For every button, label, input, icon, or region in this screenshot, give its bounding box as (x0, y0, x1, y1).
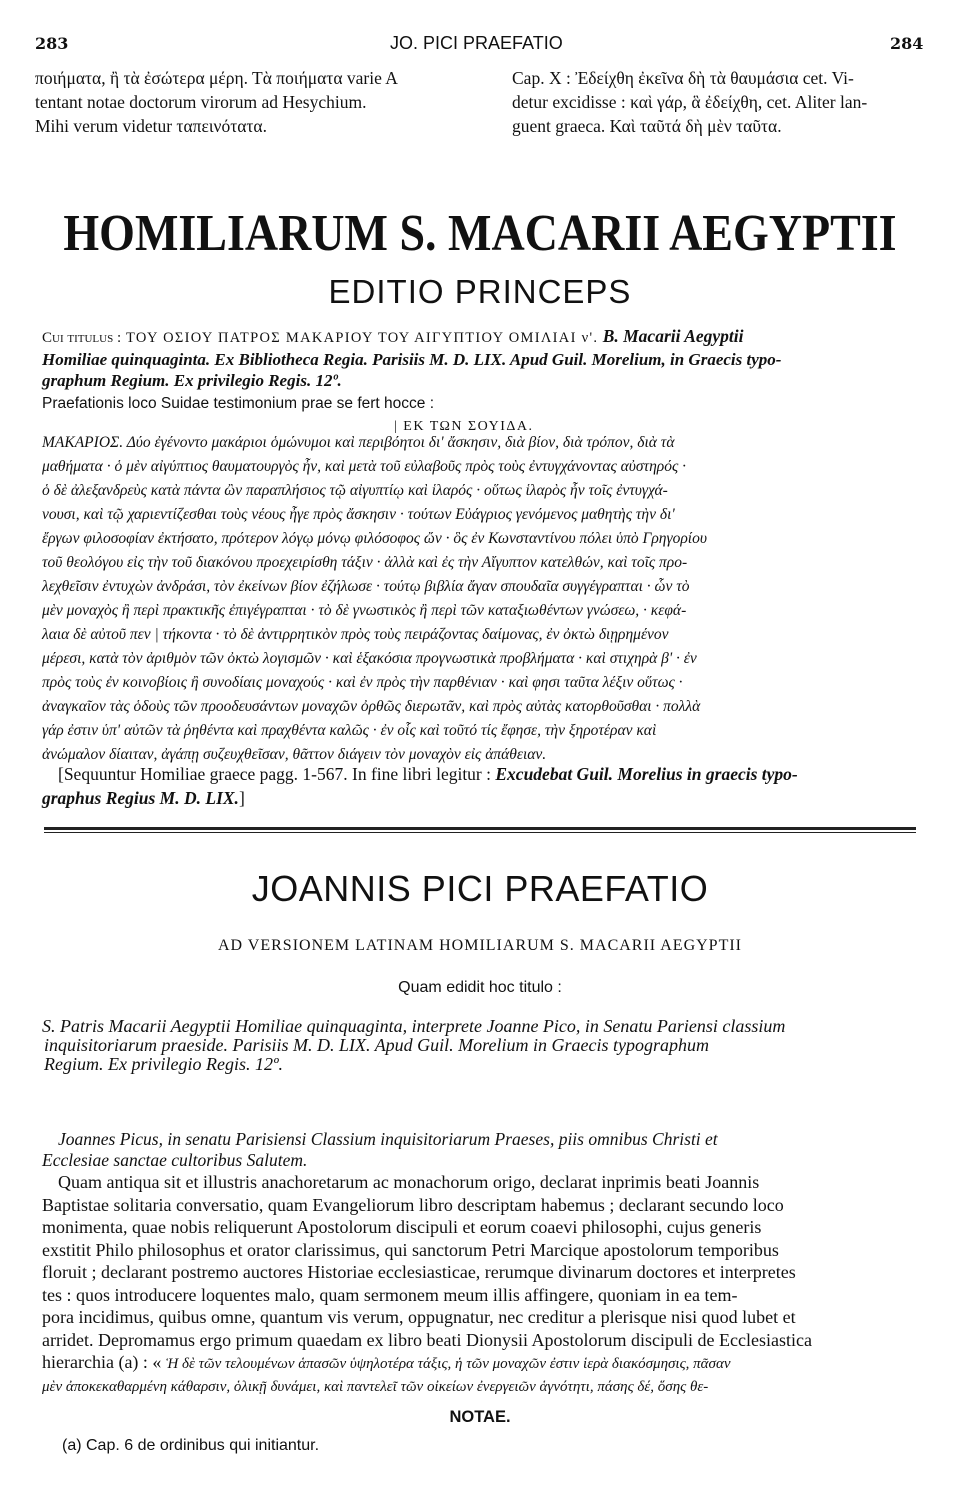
greek-line: μέρεσι, κατὰ τὸν ἀριθμὸν τῶν ὀκτὼ λογισμῶν · καὶ ἑξακόσια προγνωστικὰ προβλήματα · καὶ στιχηρὰ β' · ἐν (42, 650, 697, 667)
greek-line: ΜΑΚΑΡΙΟΣ. Δύο ἐγένοντο μακάριοι ὁμώνυμοι καὶ περιβόητοι δι' ἄσκησιν, διὰ βίον, διὰ τρόπον, διὰ τὰ (42, 434, 675, 451)
edition-title-line: inquisitoriarum praeside. Parisiis M. D. LIX. Apud Guil. Morelium in Graecis typographum (44, 1035, 709, 1055)
greek-line: λαια δὲ αὐτοῦ πεν | τήκοντα · τὸ δὲ ἀντιρρητικὸν πρὸς τοὺς πειράζοντας δαίμονας, ἐν ὀκτὼ διῃρημένον (42, 626, 669, 643)
cui-titulus-line2: Homiliae quinquaginta. Ex Bibliotheca Regia. Parisiis M. D. LIX. Apud Guil. Morelium, in Graecis typo- (42, 350, 782, 369)
editio-princeps-subtitle: EDITIO PRINCEPS (328, 273, 632, 310)
sequuntur-bracket: ] (238, 788, 245, 808)
hierarchia-greek: Ἡ δὲ τῶν τελουμένων ἁπασῶν ὑψηλοτέρα τάξις, ἡ τῶν μοναχῶν ἐστιν ἱερὰ διακόσμησις, πᾶσαν (165, 1356, 731, 1372)
sequuntur-note (42, 762, 932, 810)
top-right-line: guent graeca. Καὶ ταῦτά δὴ μὲν ταῦτα. (512, 116, 782, 136)
cui-titulus-line3: graphum Regium. Ex privilegio Regis. 12º. (42, 371, 342, 390)
greek-line: ἀναγκαῖον τὰς ὁδοὺς τῶν προοδευσάντων μοναχῶν ὀρθῶς διερωτᾶν, καὶ πρὸς αὐτὰς κατορθοῦσθαι · πολλὰ (42, 698, 701, 715)
suidas-greek-text (42, 431, 932, 767)
hierarchia-lead: hierarchia (a) : « (42, 1352, 166, 1372)
greek-line: ὁ δὲ ἀλεξανδρεὺς κατὰ πάντα ὢν παραπλήσιος τῷ αἰγυπτίῳ καὶ ἱλαρός · οὕτως ἱλαρὸς ἦν τοῖς ἐντυγχά- (42, 482, 668, 499)
body-line: Quam antiqua sit et illustris anachoretarum ac monachorum origo, declarat inprimis beati Joannis (58, 1172, 760, 1192)
top-left-line: ποιήματα, ἢ τὰ ἐσώτερα μέρη. Τὰ ποιήματα varie A (35, 68, 398, 88)
pico-preface-title: JOANNIS PICI PRAEFATIO (251, 868, 709, 909)
ek-ton-souida: | ΕΚ ΤΩΝ ΣΟΥΙΔΑ. (394, 419, 534, 434)
notae-heading: NOTAE. (449, 1408, 511, 1426)
body-line: monimenta, quae nobis reliquerunt Apostolorum discipuli et eorum coaevi philosophi, cujus generis (42, 1217, 762, 1237)
top-right-line: detur excidisse : καὶ γάρ, ἃ ἐδείχθη, cet. Aliter lan- (512, 92, 868, 112)
left-page-number: 283 (35, 34, 69, 53)
right-page-number: 284 (890, 34, 924, 53)
top-left-column (35, 66, 398, 138)
greek-line: γάρ ἐστιν ὑπ' αὐτῶν τὰ ῥηθέντα καὶ πραχθέντα καλῶς · ἐν οἷς καὶ τοῦτό τίς ἔφησε, τὴν ξηροτέραν καὶ (42, 722, 657, 739)
greek-line: λεχθεῖσιν ἐντυχὼν ἀνδράσι, τὸν ἐκείνων βίον ἐζήλωσε · τούτῳ βιβλία ἄγαν σπουδαῖα συγγέγραπται · ὧν τὸ (42, 578, 690, 595)
quam-edidit: Quam edidit hoc titulo : (398, 979, 562, 996)
ad-versionem-subtitle: AD VERSIONEM LATINAM HOMILIARUM S. MACARII AEGYPTII (217, 937, 743, 954)
top-left-line: tentant notae doctorum virorum ad Hesychium. (35, 92, 367, 112)
body-line: tes : quos introducere loquentes malo, quam sermonem meum illis affingere, quoniam in ea tem- (42, 1284, 738, 1305)
greek-line: μαθήματα · ὁ μὲν αἰγύπτιος θαυματουργὸς ἦν, καὶ μετὰ τοῦ εὐλαβοῦς πρὸς τοὺς ἐντυγχάνοντας αὐστηρός · (42, 458, 686, 475)
top-right-line: Cap. X : Ἐδείχθη ἐκεῖνα δὴ τὰ θαυμάσια cet. Vi- (512, 68, 854, 88)
preface-body (42, 1171, 932, 1398)
section-divider (44, 827, 916, 830)
greek-line: τοῦ θεολόγου εἰς τὴν τοῦ διακόνου προεχειρίσθη τάξιν · ἀλλὰ καὶ ἐς τὴν Αἴγυπτον κατελθών, καὶ τοῖς προ- (42, 554, 688, 571)
salutation-line: Joannes Picus, in senatu Parisiensi Classium inquisitoriarum Praeses, piis omnibus Christi et (58, 1129, 718, 1149)
body-line: Baptistae solitaria conversatio, quam Evangeliorum libro descriptam habemus ; declarant secundo loco (42, 1194, 784, 1215)
body-line: floruit ; declarant postremo auctores Historiae ecclesiasticae, rerumque divinarum doctores et interpretes (42, 1262, 796, 1282)
running-title: JO. PICI PRAEFATIO (390, 33, 563, 53)
greek-line: ἔργων φιλοσοφίαν ἐκτήσατο, πρότερον λόγῳ μόνῳ φιλόσοφος ὤν · ὃς ἐν Κωνσταντίνου πόλει ὑπὸ Γρηγορίου (42, 530, 707, 547)
hierarchia-greek-2: μὲν ἀποκεκαθαρμένη κάθαρσιν, ὁλικῇ δυνάμει, καὶ παντελεῖ τῶν οἰκείων ἐνεργειῶν ἁγνότητι, πάσης δέ, ὅσης θε- (42, 1378, 709, 1395)
salutation (42, 1129, 932, 1171)
sequuntur-italic: Excudebat Guil. Morelius in graecis typo- (495, 764, 798, 784)
greek-line: μὲν μοναχὸς ἢ περὶ πρακτικῆς ἐπιγέγραπται · τὸ δὲ γνωστικὸς ἢ περὶ τῶν καταξιωθέντων γνώσεω, · κεφά- (42, 602, 687, 619)
footnote-a: (a) Cap. 6 de ordinibus qui initiantur. (62, 1437, 320, 1454)
body-line: arridet. Depromamus ergo primum quaedam ex libro beati Dionysii Apostolorum discipuli de Ecclesiastica (42, 1329, 812, 1350)
latin-title-start: B. Macarii Aegyptii (598, 326, 744, 346)
body-line: exstitit Philo philosophus et orator clarissimus, qui sanctorum Petri Marcique apostolorum temporibus (42, 1239, 779, 1260)
body-line: pora incidimus, quibus omne, quantum vis verum, oppugnatur, nec creditur a plerisque nisi quod lubet et (42, 1307, 796, 1327)
greek-line: ἀνώμαλον δίαιταν, ἀγάπῃ συζευχθεῖσαν, θᾶττον διάγειν τὸν μοναχὸν εἰς ἀπάθειαν. (42, 746, 547, 763)
main-title: HOMILIARUM S. MACARII AEGYPTII (63, 203, 897, 262)
salutation-line: Ecclesiae sanctae cultoribus Salutem. (42, 1150, 308, 1170)
sequuntur-roman: [Sequuntur Homiliae graece pagg. 1-567. In fine libri legitur : (58, 764, 496, 784)
praefationis-loco: Praefationis loco Suidae testimonium prae se fert hocce : (42, 395, 435, 412)
greek-line: νουσι, καὶ τῷ χαριεντίζεσθαι τοὺς νέους ἦγε πρὸς ἄσκησιν · τούτων Εὐάγριος γενόμενος μαθητὴς τὴν δι' (42, 506, 675, 523)
greek-line: πρὸς τοὺς ἐν κοινοβίοις ἢ συνοδίαις μοναχούς · καὶ ἐν πρὸς τὴν παρθένιαν · καὶ φησι ταῦτα λέξιν οὕτως · (42, 674, 683, 691)
top-left-line: Mihi verum videtur ταπεινότατα. (35, 116, 267, 136)
top-right-column (512, 66, 867, 138)
cui-titulus-block (42, 326, 932, 437)
section-divider-thin (44, 832, 916, 833)
greek-title: ΤΟΥ ΟΣΙΟΥ ΠΑΤΡΟΣ ΜΑΚΑΡΙΟΥ ΤΟΥ ΑΙΓΥΠΤΙΟΥ ΟΜΙΛΙΑΙ ν'. (121, 330, 599, 346)
edition-title-line: Regium. Ex privilegio Regis. 12º. (44, 1054, 284, 1074)
cui-titulus-lead: Cui titulus : (42, 330, 122, 346)
edition-title-line: S. Patris Macarii Aegyptii Homiliae quinquaginta, interprete Joanne Pico, in Senatu Pariensi classium (42, 1016, 786, 1036)
edition-title-block (42, 1017, 932, 1074)
sequuntur-italic-2: graphus Regius M. D. LIX. (42, 788, 239, 808)
